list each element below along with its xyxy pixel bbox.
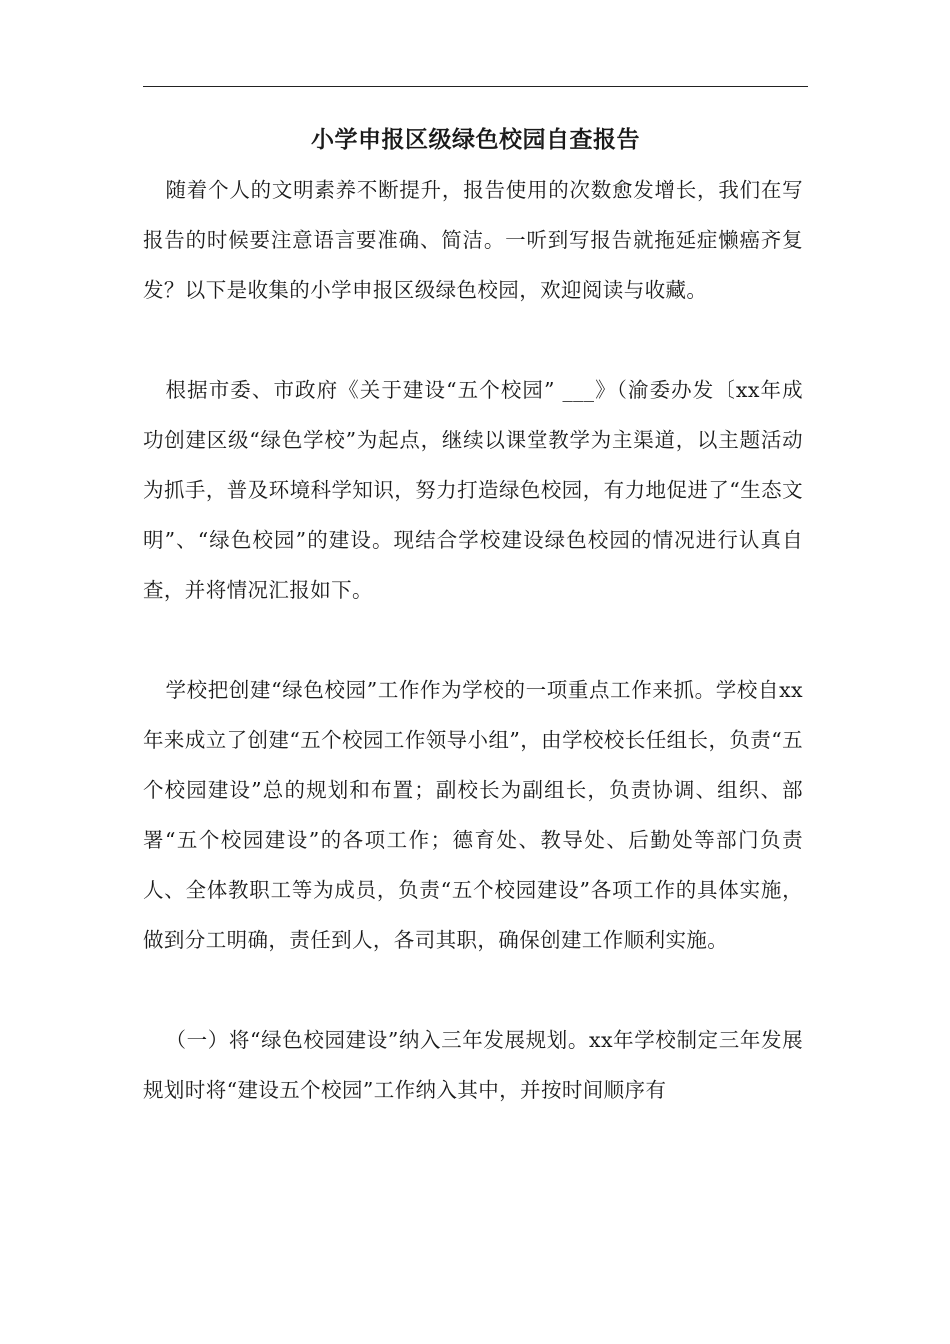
paragraph-gap [143, 315, 803, 365]
paragraph-section-one: （一）将“绿色校园建设”纳入三年发展规划。xx年学校制定三年发展规划时将“建设五个校园”工作纳入其中，并按时间顺序有 [143, 1028, 803, 1102]
paragraph-background: 根据市委、市政府《关于建设“五个校园” ___》（渝委办发〔xx年成功创建区级“绿色学校”为起点，继续以课堂教学为主渠道，以主题活动为抓手，普及环境科学知识，努力打造绿色校园，有力地促进了“生态文明”、“绿色校园”的建设。现结合学校建设绿色校园的情况进行认真自查，并将情况汇报如下。 [143, 378, 803, 602]
document-body [143, 165, 803, 1115]
header-rule [143, 86, 808, 87]
paragraph-gap [143, 965, 803, 1015]
paragraph-organization: 学校把创建“绿色校园”工作作为学校的一项重点工作来抓。学校自xx年来成立了创建“五个校园工作领导小组”，由学校校长任组长，负责“五个校园建设”总的规划和布置；副校长为副组长，负责协调、组织、部署“五个校园建设”的各项工作；德育处、教导处、后勤处等部门负责人、全体教职工等为成员，负责“五个校园建设”各项工作的具体实施，做到分工明确，责任到人，各司其职，确保创建工作顺利实施。 [143, 678, 803, 952]
paragraph-intro: 随着个人的文明素养不断提升，报告使用的次数愈发增长，我们在写报告的时候要注意语言要准确、简洁。一听到写报告就拖延症懒癌齐复发？以下是收集的小学申报区级绿色校园，欢迎阅读与收藏。 [143, 178, 803, 302]
document-title: 小学申报区级绿色校园自查报告 [311, 126, 640, 153]
paragraph-gap [143, 615, 803, 665]
